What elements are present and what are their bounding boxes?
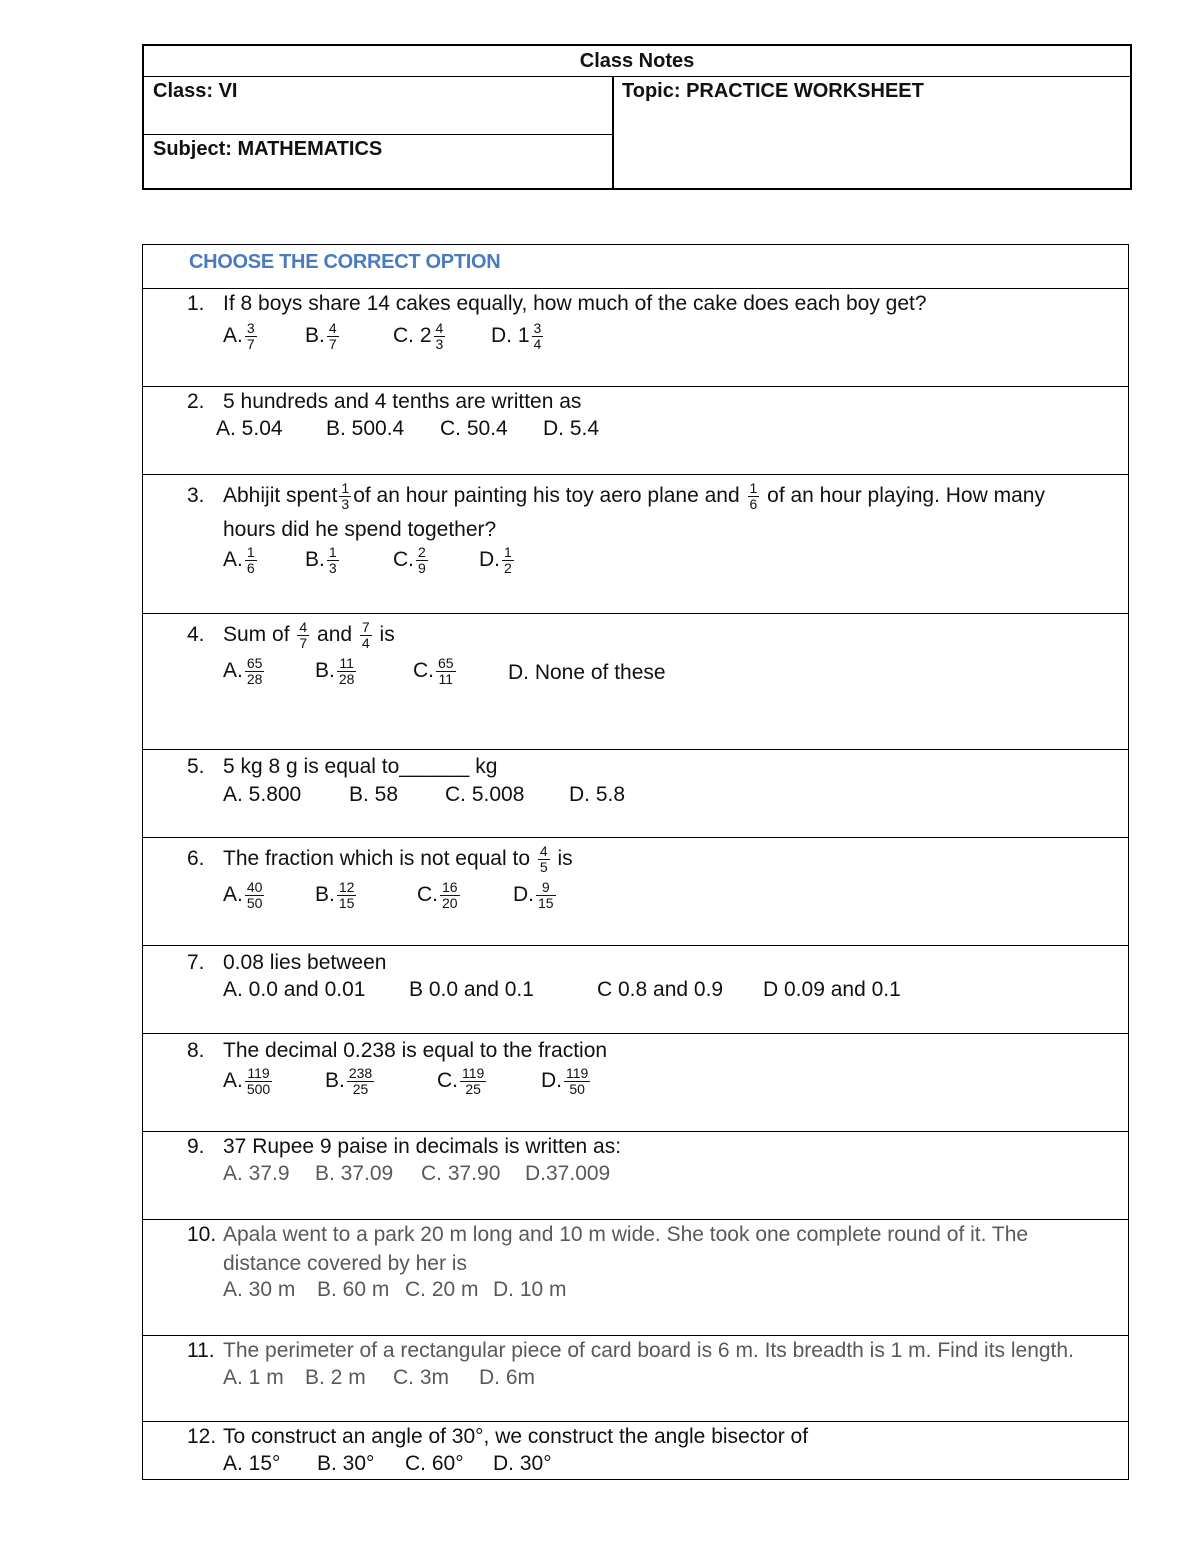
question-number: 5. [187,755,205,778]
option-b: B. 37.09 [315,1162,394,1185]
option-a: A. 30 m [223,1278,296,1301]
header-table [142,44,1132,190]
question-row-12 [143,1421,1128,1479]
option-c: C. $\frac{65}{11}$ [413,655,454,687]
question-number: 11. [187,1339,215,1362]
question-text: 0.08 lies between [223,951,387,974]
option-d: D. $\frac{9}{15}$ [513,879,554,911]
option-a: A. $\frac{1}{6}$ [223,544,255,576]
option-a: A. 37.9 [223,1162,290,1185]
section-heading: CHOOSE THE CORRECT OPTION [189,251,501,273]
option-c: C 0.8 and 0.9 [597,978,724,1001]
option-c: C. 2 $\frac{4}{3}$ [393,320,444,352]
option-b: B. $\frac{1}{3}$ [305,544,337,576]
question-number: 8. [187,1039,205,1062]
question-number: 12. [187,1425,217,1448]
question-number: 4. [187,623,205,646]
question-text: If 8 boys share 14 cakes equally, how much of the cake does each boy get? [223,292,927,315]
option-a: A. $\frac{65}{28}$ [223,655,263,687]
option-d: D. 6m [479,1366,536,1389]
option-d: D. 10 m [493,1278,567,1301]
option-a: A. $\frac{3}{7}$ [223,320,255,352]
question-row-2 [143,386,1128,474]
question-text: The perimeter of a rectangular piece of card board is 6 m. Its breadth is 1 m. Find its length. [223,1339,1074,1362]
option-c: C. 50.4 [440,417,508,440]
option-c: C. $\frac{2}{9}$ [393,544,426,576]
option-d: D.37.009 [525,1162,611,1185]
option-d: D. 30° [493,1452,552,1475]
option-b: B. 500.4 [326,417,405,440]
header-title: Class Notes [144,46,1130,77]
question-text: To construct an angle of 30°, we construct the angle bisector of [223,1425,809,1448]
question-row-1 [143,288,1128,386]
option-d: D 0.09 and 0.1 [763,978,901,1001]
topic-label: Topic: PRACTICE WORKSHEET [622,80,924,102]
option-b: B 0.0 and 0.1 [409,978,534,1001]
question-number: 10. [187,1223,217,1246]
option-d: D. $\frac{119}{50}$ [541,1065,589,1097]
option-a: A. 5.04 [216,417,283,440]
question-text-line2: distance covered by her is [223,1252,467,1275]
option-d: D. None of these [508,661,666,684]
option-d: D. 5.4 [543,417,600,440]
question-number: 9. [187,1135,205,1158]
option-c: C. $\frac{16}{20}$ [417,879,458,911]
header-divider-vertical [612,76,614,188]
question-text: 5 kg 8 g is equal to______ kg [223,755,498,778]
option-d: D. 5.8 [569,783,626,806]
question-row-8 [143,1033,1128,1131]
question-text: 37 Rupee 9 paise in decimals is written as: [223,1135,622,1158]
option-c: C. $\frac{119}{25}$ [437,1065,485,1097]
question-row-3 [143,474,1128,613]
option-b: B. 58 [349,783,399,806]
question-row-9 [143,1131,1128,1219]
option-b: B. 30° [317,1452,375,1475]
option-a: A. 5.800 [223,783,302,806]
question-row-10 [143,1219,1128,1335]
option-b: B. $\frac{12}{15}$ [315,879,355,911]
question-number: 3. [187,484,205,507]
option-a: A. $\frac{119}{500}$ [223,1065,271,1097]
question-number: 1. [187,292,205,315]
question-row-7 [143,945,1128,1033]
option-c: C. 3m [393,1366,450,1389]
option-c: C. 5.008 [445,783,525,806]
question-row-6 [143,837,1128,945]
question-text: Apala went to a park 20 m long and 10 m wide. She took one complete round of it. The [223,1223,1029,1246]
question-row-5 [143,749,1128,837]
option-a: A. 0.0 and 0.01 [223,978,366,1001]
option-c: C. 60° [405,1452,464,1475]
question-text: Sum of $\frac{4}{7}$ and $\frac{7}{4}$ is [223,619,395,651]
question-number: 7. [187,951,205,974]
option-a: A. $\frac{40}{50}$ [223,879,263,911]
subject-label: Subject: MATHEMATICS [153,138,383,160]
option-d: D. $\frac{1}{2}$ [479,544,512,576]
question-text: The decimal 0.238 is equal to the fraction [223,1039,608,1062]
option-b: B. 60 m [317,1278,390,1301]
option-c: C. 37.90 [421,1162,501,1185]
worksheet-table [142,244,1129,1480]
option-b: B. $\frac{238}{25}$ [325,1065,373,1097]
option-c: C. 20 m [405,1278,479,1301]
option-a: A. 1 m [223,1366,284,1389]
option-b: B. $\frac{11}{28}$ [315,655,355,687]
option-a: A. 15° [223,1452,281,1475]
question-number: 6. [187,847,205,870]
option-d: D. 1 $\frac{3}{4}$ [491,320,542,352]
question-text: Abhijit spent $\frac{1}{3}$ of an hour painting his toy aero plane and $\frac{1}{6}$ of an hour playing. How many [223,480,1045,512]
question-text: The fraction which is not equal to $\frac{4}{5}$ is [223,843,573,875]
option-b: B. $\frac{4}{7}$ [305,320,337,352]
question-text-line2: hours did he spend together? [223,518,497,541]
header-divider-horizontal [144,134,612,135]
question-row-11 [143,1335,1128,1421]
option-b: B. 2 m [305,1366,366,1389]
question-number: 2. [187,390,205,413]
question-text: 5 hundreds and 4 tenths are written as [223,390,582,413]
class-label: Class: VI [153,80,238,102]
question-row-4 [143,613,1128,749]
